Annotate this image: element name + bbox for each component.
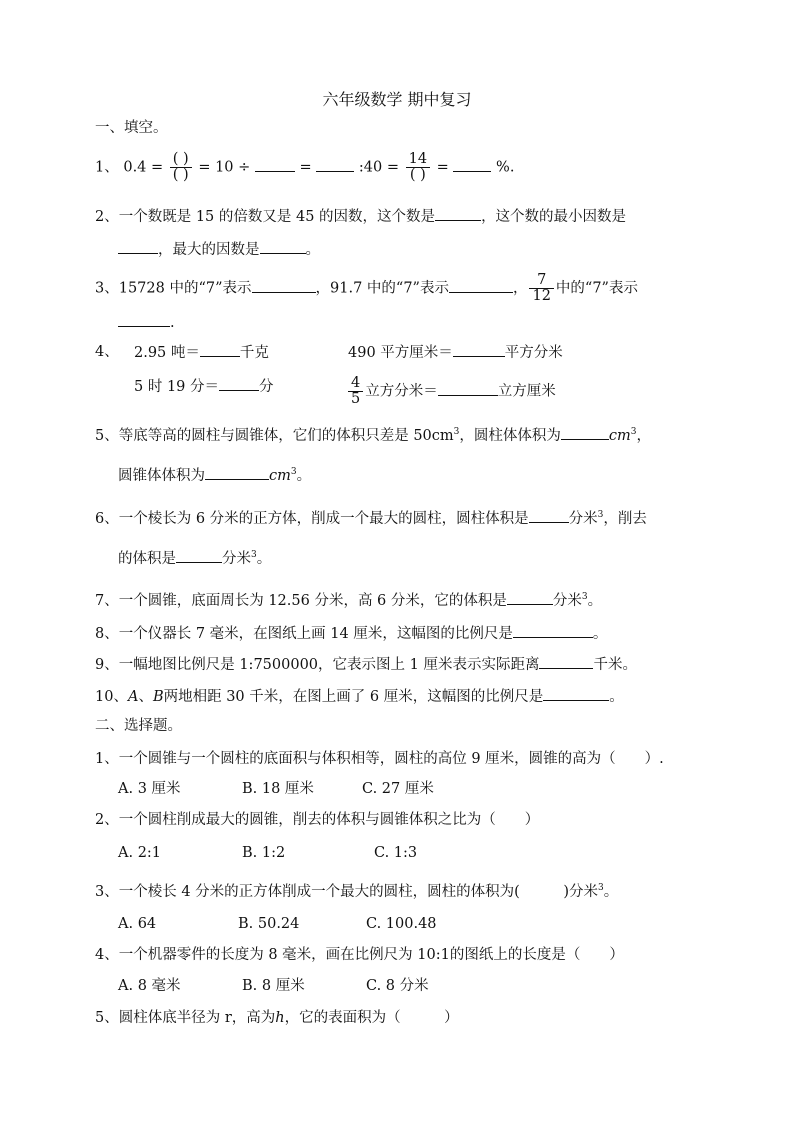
option-a[interactable]: A. 8 毫米: [118, 978, 181, 994]
question-4b: 490 平方厘米＝ 平方分米: [348, 342, 563, 363]
question-7: 7、一个圆锥，底面周长为 12.56 分米，高 6 分米，它的体积是 分米$^3$。: [95, 587, 602, 611]
question-4c: 5 时 19 分＝ 分: [134, 376, 274, 397]
answer-blank[interactable]: [435, 206, 481, 221]
choice-question-1: 1、一个圆锥与一个圆柱的底面积与体积相等，圆柱的高位 9 厘米，圆锥的高为（ ）.: [95, 751, 664, 767]
fraction-blank: $\frac{14}{( )}$: [406, 152, 430, 183]
choice-3-options: [118, 914, 437, 934]
answer-blank[interactable]: [449, 278, 513, 293]
option-c[interactable]: C. 8 分米: [366, 978, 429, 994]
fraction-blank: $\frac{( )}{( )}$: [170, 152, 192, 183]
option-b[interactable]: B. 1:2: [242, 845, 286, 861]
question-1: 1、 0.4 = $\frac{( )}{( )}$ = 10 ÷ = :40 = $\frac{14}{( )}$ = %.: [95, 151, 515, 183]
answer-blank[interactable]: [118, 312, 170, 327]
question-4d: $\frac{4}{5}$ 立方分米＝ 立方厘米: [346, 376, 556, 407]
answer-blank[interactable]: [219, 376, 259, 391]
choice-question-4: 4、一个机器零件的长度为 8 毫米，画在比例尺为 10:1的图纸上的长度是（ ）: [95, 947, 624, 963]
option-b[interactable]: B. 8 厘米: [242, 978, 305, 994]
question-5-cont: 圆锥体体积为 $cm^3$。: [118, 462, 311, 486]
page-title: 六年级数学 期中复习: [322, 90, 472, 109]
section-choice-heading: 二、选择题。: [95, 718, 182, 734]
answer-blank[interactable]: [513, 623, 593, 638]
choice-2-options: [118, 843, 417, 863]
question-4a: 2.95 吨＝ 千克: [134, 342, 269, 363]
choice-4-options: [118, 976, 429, 996]
choice-1-options: [118, 779, 434, 799]
answer-blank[interactable]: [561, 425, 609, 440]
option-c[interactable]: C. 1:3: [374, 845, 418, 861]
choice-question-3: 3、一个棱长 4 分米的正方体削成一个最大的圆柱，圆柱的体积为( )分米$^3$。: [95, 883, 619, 900]
answer-blank[interactable]: [438, 381, 498, 396]
question-10: 10、A、B两地相距 30 千米，在图上画了 6 厘米，这幅图的比例尺是 。: [95, 686, 624, 707]
question-5: 5、等底等高的圆柱与圆锥体，它们的体积只差是 $50cm^3$，圆柱体体积为 $cm^3$，: [95, 422, 651, 446]
option-a[interactable]: A. 64: [118, 916, 157, 932]
option-c[interactable]: C. 100.48: [366, 916, 437, 932]
question-3: 3、15728 中的“7”表示 ，91.7 中的“7”表示 ， $\frac{7}{12}$ 中的“7”表示: [95, 272, 638, 304]
fraction: $\frac{4}{5}$: [348, 376, 363, 407]
answer-blank[interactable]: [316, 157, 354, 172]
answer-blank[interactable]: [205, 465, 269, 480]
option-a[interactable]: A. 3 厘米: [118, 781, 181, 797]
choice-question-2: 2、一个圆柱削成最大的圆锥，削去的体积与圆锥体积之比为（ ）: [95, 812, 540, 828]
answer-blank[interactable]: [539, 654, 593, 669]
question-8: 8、一个仪器长 7 毫米，在图纸上画 14 厘米，这幅图的比例尺是 。: [95, 623, 607, 644]
choice-question-5: 5、圆柱体底半径为 r，高为h，它的表面积为（ ）: [95, 1010, 459, 1026]
option-a[interactable]: A. 2:1: [118, 845, 162, 861]
question-3-cont: .: [118, 312, 175, 333]
answer-blank[interactable]: [543, 686, 609, 701]
answer-blank[interactable]: [529, 508, 569, 523]
answer-blank[interactable]: [176, 548, 222, 563]
fraction: $\frac{7}{12}$: [529, 273, 553, 304]
answer-blank[interactable]: [453, 342, 505, 357]
answer-blank[interactable]: [252, 278, 316, 293]
answer-blank[interactable]: [507, 590, 553, 605]
question-6: 6、一个棱长为 6 分米的正方体，削成一个最大的圆柱，圆柱体积是 分米$^3$，削去: [95, 505, 647, 529]
answer-blank[interactable]: [453, 157, 491, 172]
answer-blank[interactable]: [255, 157, 295, 172]
option-b[interactable]: B. 50.24: [238, 916, 300, 932]
answer-blank[interactable]: [260, 239, 306, 254]
question-2: 2、一个数既是 15 的倍数又是 45 的因数，这个数是 ，这个数的最小因数是: [95, 206, 626, 227]
question-2-cont: ，最大的因数是 。: [118, 239, 320, 260]
question-4-num: 4、: [95, 344, 119, 360]
answer-blank[interactable]: [200, 342, 240, 357]
option-b[interactable]: B. 18 厘米: [242, 781, 314, 797]
section-fill-heading: 一、填空。: [95, 120, 168, 136]
answer-blank[interactable]: [118, 239, 158, 254]
option-c[interactable]: C. 27 厘米: [362, 781, 434, 797]
question-9: 9、一幅地图比例尺是 1:7500000，它表示图上 1 厘米表示实际距离 千米。: [95, 654, 637, 675]
question-6-cont: 的体积是 分米$^3$。: [118, 545, 271, 569]
